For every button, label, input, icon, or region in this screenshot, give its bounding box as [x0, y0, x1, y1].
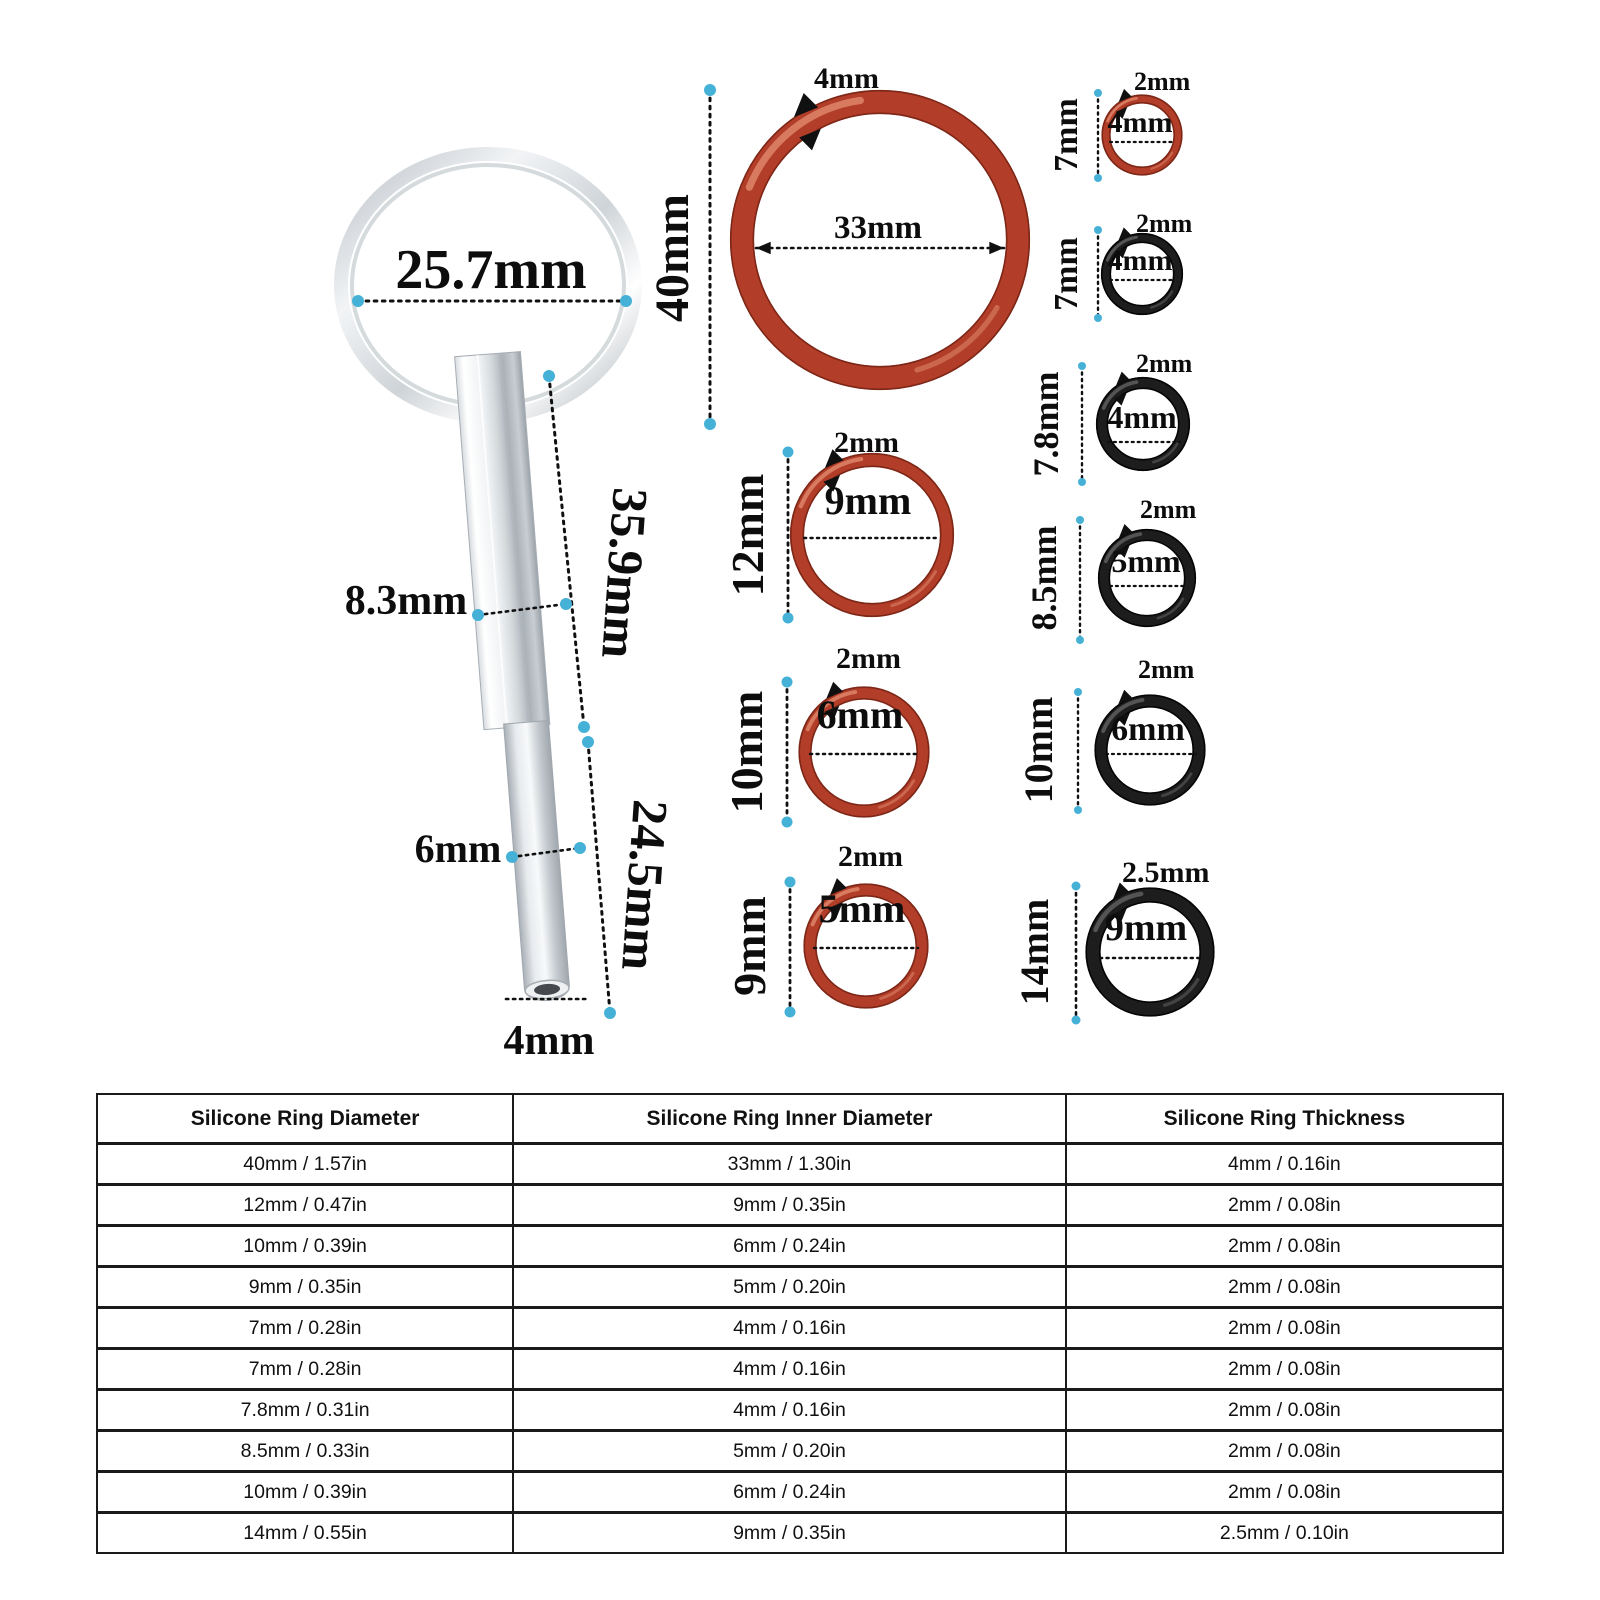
outer-diameter-label: 10mm [721, 690, 772, 814]
dimension-endpoint-dot [783, 613, 794, 624]
outer-diameter-label: 7.8mm [1026, 371, 1066, 477]
inner-diameter-label: 4mm [1107, 399, 1177, 435]
table-cell: 5mm / 0.20in [513, 1267, 1066, 1308]
table-cell: 2mm / 0.08in [1066, 1226, 1503, 1267]
dimension-endpoint-dot [604, 1007, 616, 1019]
dimension-endpoint-dot [574, 842, 586, 854]
keyring-diameter-label: 25.7mm [395, 239, 587, 301]
inner-diameter-label: 9mm [824, 478, 912, 523]
dimension-endpoint-dot [1072, 882, 1081, 891]
oring-black-7-8mm [1026, 349, 1198, 486]
table-cell: 2mm / 0.08in [1066, 1185, 1503, 1226]
oring-red-10mm [721, 642, 943, 831]
table-row [97, 1513, 1503, 1554]
tip-diameter-label: 6mm [414, 826, 502, 871]
dimension-endpoint-dot [1094, 174, 1102, 182]
dimension-endpoint-dot [785, 1007, 796, 1018]
outer-diameter-label: 12mm [722, 473, 773, 597]
table-cell: 33mm / 1.30in [513, 1144, 1066, 1185]
oring-black-14mm [1012, 856, 1227, 1029]
table-cell: 2mm / 0.08in [1066, 1390, 1503, 1431]
table-cell: 4mm / 0.16in [1066, 1144, 1503, 1185]
table-cell: 7mm / 0.28in [97, 1308, 513, 1349]
column-header: Silicone Ring Diameter [97, 1094, 513, 1144]
thickness-label: 2mm [834, 426, 899, 459]
dimension-endpoint-dot [783, 447, 794, 458]
table-row [97, 1185, 1503, 1226]
dimension-endpoint-dot [1076, 516, 1084, 524]
table-cell: 4mm / 0.16in [513, 1349, 1066, 1390]
dimension-endpoint-dot [472, 609, 484, 621]
inner-diameter-label: 9mm [1104, 907, 1188, 949]
table-cell: 2mm / 0.08in [1066, 1349, 1503, 1390]
table-row [97, 1472, 1503, 1513]
inner-diameter-label: 6mm [1111, 711, 1185, 748]
table-cell: 12mm / 0.47in [97, 1185, 513, 1226]
dimension-endpoint-dot [1074, 688, 1082, 696]
table-row [97, 1308, 1503, 1349]
table-cell: 9mm / 0.35in [97, 1267, 513, 1308]
table-row [97, 1431, 1503, 1472]
tip-length-label: 24.5mm [611, 798, 679, 973]
table-cell: 2mm / 0.08in [1066, 1308, 1503, 1349]
table-row [97, 1144, 1503, 1185]
table-cell: 40mm / 1.57in [97, 1144, 513, 1185]
dimension-endpoint-dot [1078, 478, 1086, 486]
oring-black-7mm [1048, 209, 1193, 322]
thickness-label: 2mm [836, 642, 901, 675]
table-cell: 4mm / 0.16in [513, 1308, 1066, 1349]
dimension-line [549, 376, 584, 727]
outer-diameter-label: 9mm [724, 896, 775, 996]
outer-diameter-label: 10mm [1016, 696, 1061, 804]
table-cell: 7mm / 0.28in [97, 1349, 513, 1390]
table-cell: 6mm / 0.24in [513, 1226, 1066, 1267]
table-cell: 5mm / 0.20in [513, 1431, 1066, 1472]
table-row [97, 1390, 1503, 1431]
table-row [97, 1226, 1503, 1267]
oring-black-10mm [1016, 655, 1216, 816]
thickness-label: 2mm [838, 840, 903, 873]
dimension-endpoint-dot [1074, 806, 1082, 814]
dimension-endpoint-dot [1094, 226, 1102, 234]
dimension-endpoint-dot [1072, 1016, 1081, 1025]
table-cell: 4mm / 0.16in [513, 1390, 1066, 1431]
table-cell: 8.5mm / 0.33in [97, 1431, 513, 1472]
outer-diameter-label: 40mm [646, 194, 699, 322]
table-cell: 9mm / 0.35in [513, 1513, 1066, 1554]
table-cell: 10mm / 0.39in [97, 1472, 513, 1513]
thickness-arrow-icon [989, 242, 1004, 254]
table-cell: 9mm / 0.35in [513, 1185, 1066, 1226]
thickness-label: 4mm [814, 62, 879, 95]
oring-red-12mm [722, 426, 972, 635]
dimension-endpoint-dot [578, 721, 590, 733]
outer-diameter-label: 14mm [1012, 898, 1057, 1006]
thickness-label: 2mm [1140, 495, 1197, 524]
dimension-endpoint-dot [1078, 362, 1086, 370]
dimension-endpoint-dot [782, 677, 793, 688]
inner-diameter-label: 5mm [818, 886, 906, 931]
table-cell: 10mm / 0.39in [97, 1226, 513, 1267]
thickness-label: 2mm [1138, 655, 1195, 684]
outer-diameter-label: 8.5mm [1024, 525, 1064, 631]
oring-red-40mm [646, 55, 1065, 430]
dimension-line [588, 742, 610, 1013]
dimension-endpoint-dot [543, 370, 555, 382]
inner-diameter-label: 6mm [816, 692, 904, 737]
table-cell: 2mm / 0.08in [1066, 1472, 1503, 1513]
table-cell: 2mm / 0.08in [1066, 1431, 1503, 1472]
dimension-endpoint-dot [1094, 314, 1102, 322]
outer-diameter-label: 7mm [1048, 237, 1085, 311]
silicone-ring-spec-table [96, 1093, 1504, 1554]
dimension-endpoint-dot [1094, 89, 1102, 97]
table-cell: 2mm / 0.08in [1066, 1267, 1503, 1308]
dimension-endpoint-dot [704, 418, 716, 430]
thickness-label: 2mm [1134, 67, 1191, 96]
tip-hole-label: 4mm [503, 1018, 595, 1064]
table-cell: 14mm / 0.55in [97, 1513, 513, 1554]
inner-diameter-label: 5mm [1111, 543, 1181, 579]
key-shaft [455, 352, 572, 1004]
table-cell: 2.5mm / 0.10in [1066, 1513, 1503, 1554]
column-header: Silicone Ring Thickness [1066, 1094, 1503, 1144]
thickness-label: 2mm [1136, 349, 1193, 378]
outer-diameter-label: 7mm [1048, 98, 1085, 172]
dimension-endpoint-dot [782, 817, 793, 828]
dimension-endpoint-dot [785, 877, 796, 888]
oring-red-9mm [724, 840, 941, 1021]
thickness-label: 2.5mm [1122, 856, 1210, 889]
dimension-endpoint-dot [352, 295, 364, 307]
table-header-row [97, 1094, 1503, 1144]
dimension-endpoint-dot [582, 736, 594, 748]
dimension-endpoint-dot [506, 851, 518, 863]
thickness-label: 2mm [1136, 209, 1193, 238]
inner-diameter-label: 33mm [834, 210, 922, 246]
table-row [97, 1349, 1503, 1390]
dimension-endpoint-dot [1076, 636, 1084, 644]
table-cell: 6mm / 0.24in [513, 1472, 1066, 1513]
dimension-endpoint-dot [620, 295, 632, 307]
inner-diameter-label: 4mm [1107, 244, 1173, 277]
inner-diameter-label: 4mm [1107, 106, 1173, 139]
dimension-endpoint-dot [560, 598, 572, 610]
shaft-width-label: 8.3mm [344, 578, 468, 624]
spec-table [96, 1093, 1504, 1554]
oring-black-8-5mm [1024, 495, 1205, 644]
table-row [97, 1267, 1503, 1308]
table-cell: 7.8mm / 0.31in [97, 1390, 513, 1431]
oring-red-7mm [1048, 67, 1191, 183]
dimension-endpoint-dot [704, 84, 716, 96]
shaft-length-label: 35.9mm [591, 486, 659, 661]
thickness-arrow-icon [756, 242, 771, 254]
column-header: Silicone Ring Inner Diameter [513, 1094, 1066, 1144]
